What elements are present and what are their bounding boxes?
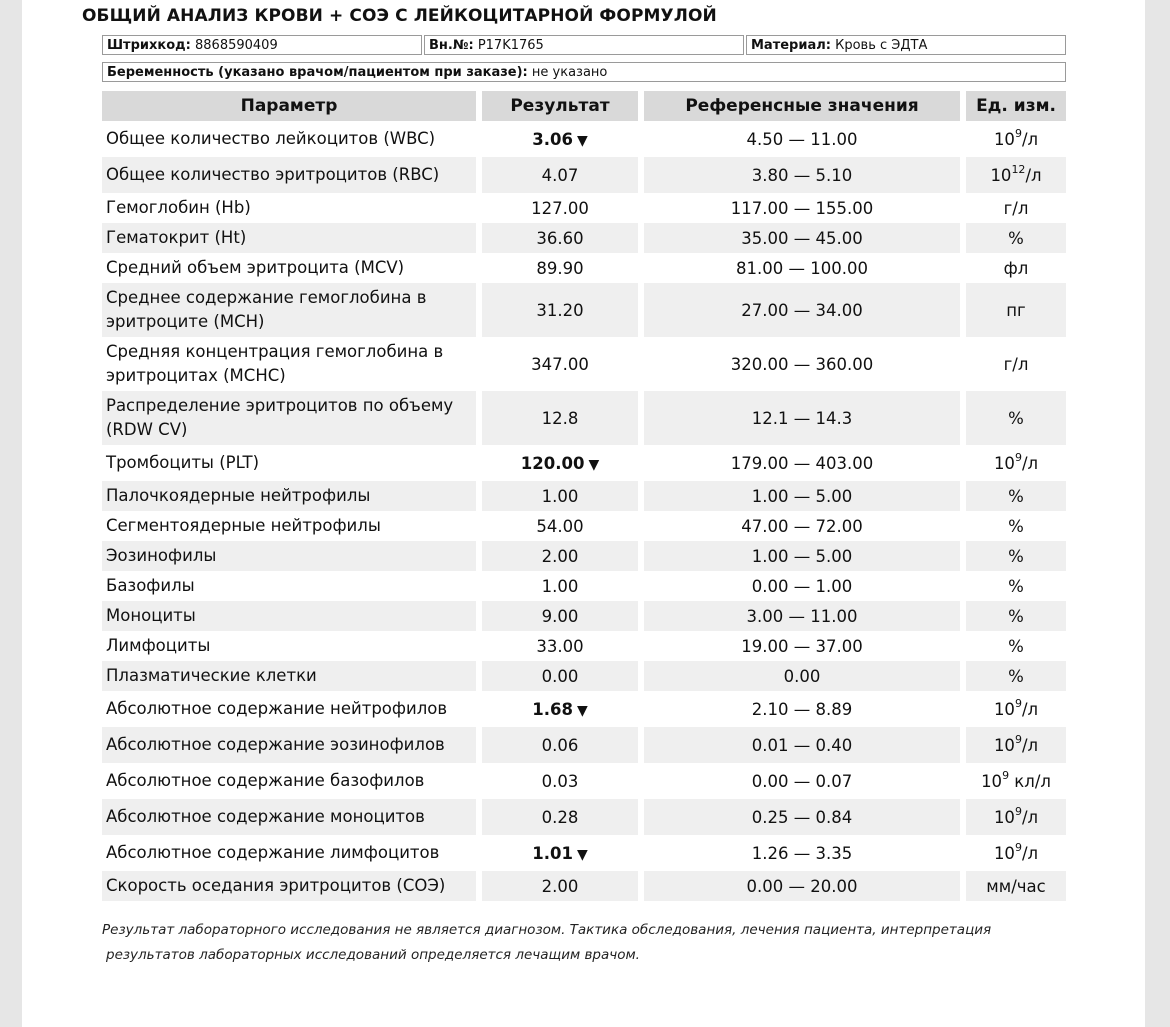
unit-cell bbox=[960, 445, 1066, 481]
parameter-name: Плазматические клетки bbox=[106, 666, 317, 685]
reference-cell bbox=[638, 391, 960, 445]
column-header-result: Результат bbox=[476, 91, 638, 121]
reference-cell bbox=[638, 571, 960, 601]
table-row bbox=[102, 391, 1066, 445]
result-value: 1.00 bbox=[541, 486, 579, 506]
reference-cell bbox=[638, 283, 960, 337]
table-row bbox=[102, 601, 1066, 631]
result-value: 89.90 bbox=[536, 258, 584, 278]
parameter-name: Базофилы bbox=[106, 576, 195, 595]
table-row bbox=[102, 511, 1066, 541]
parameter-name: Абсолютное содержание моноцитов bbox=[106, 807, 425, 826]
unit-suffix: /л bbox=[1021, 129, 1039, 149]
unit-exponent: 9 bbox=[1002, 768, 1010, 782]
parameter-cell bbox=[102, 121, 476, 157]
parameter-cell bbox=[102, 661, 476, 691]
barcode-value: 8868590409 bbox=[195, 38, 278, 53]
reference-cell bbox=[638, 511, 960, 541]
parameter-name: Абсолютное содержание базофилов bbox=[106, 771, 425, 790]
unit-exponent: 12 bbox=[1011, 162, 1026, 176]
table-row bbox=[102, 835, 1066, 871]
parameter-cell bbox=[102, 337, 476, 391]
parameter-cell bbox=[102, 391, 476, 445]
table-row bbox=[102, 631, 1066, 661]
parameter-name: Лимфоциты bbox=[106, 636, 211, 655]
unit-cell bbox=[960, 691, 1066, 727]
table-row bbox=[102, 799, 1066, 835]
result-value: 347.00 bbox=[531, 354, 589, 374]
reference-range: 0.00 — 0.07 bbox=[751, 771, 853, 791]
reference-range: 0.01 — 0.40 bbox=[751, 735, 853, 755]
reference-cell bbox=[638, 601, 960, 631]
internal-number-field bbox=[424, 35, 744, 55]
unit-exponent: 9 bbox=[1014, 126, 1022, 140]
table-row bbox=[102, 727, 1066, 763]
parameter-cell bbox=[102, 763, 476, 799]
reference-range: 27.00 — 34.00 bbox=[741, 300, 863, 320]
parameter-name-line-2: эритроцитах (MCHC) bbox=[106, 366, 286, 385]
result-cell bbox=[476, 337, 638, 391]
reference-range: 35.00 — 45.00 bbox=[741, 228, 863, 248]
material-field bbox=[746, 35, 1066, 55]
unit-suffix: /л bbox=[1021, 453, 1039, 473]
reference-range: 3.00 — 11.00 bbox=[746, 606, 858, 626]
result-cell bbox=[476, 283, 638, 337]
unit-cell bbox=[960, 223, 1066, 253]
result-value: 0.28 bbox=[541, 807, 579, 827]
unit-suffix: /л bbox=[1025, 165, 1042, 185]
result-value: 0.00 bbox=[541, 666, 579, 686]
reference-cell bbox=[638, 223, 960, 253]
unit-cell bbox=[960, 121, 1066, 157]
material-value: Кровь с ЭДТА bbox=[835, 38, 928, 53]
reference-range: 2.10 — 8.89 bbox=[751, 699, 853, 719]
result-value: 54.00 bbox=[536, 516, 584, 536]
parameter-name-line-2: эритроците (MCH) bbox=[106, 312, 265, 331]
parameter-cell bbox=[102, 283, 476, 337]
low-flag-icon: ▼ bbox=[588, 456, 600, 473]
reference-range: 0.00 — 1.00 bbox=[751, 576, 853, 596]
unit-cell bbox=[960, 391, 1066, 445]
unit-exponent: 9 bbox=[1014, 696, 1022, 710]
parameter-name: Тромбоциты (PLT) bbox=[106, 453, 260, 472]
parameter-name: Гематокрит (Ht) bbox=[106, 228, 247, 247]
reference-range: 4.50 — 11.00 bbox=[746, 129, 858, 149]
result-cell bbox=[476, 223, 638, 253]
reference-range: 3.80 — 5.10 bbox=[751, 165, 853, 185]
reference-cell bbox=[638, 727, 960, 763]
disclaimer-line-2: результатов лабораторных исследований определяется лечащим врачом. bbox=[106, 947, 640, 963]
material-label: Материал: bbox=[751, 38, 831, 53]
result-cell bbox=[476, 391, 638, 445]
result-cell bbox=[476, 511, 638, 541]
reference-range: 1.00 — 5.00 bbox=[751, 486, 853, 506]
reference-range: 0.25 — 0.84 bbox=[751, 807, 853, 827]
parameter-cell bbox=[102, 481, 476, 511]
parameter-cell bbox=[102, 511, 476, 541]
result-cell bbox=[476, 835, 638, 871]
pregnancy-value: не указано bbox=[531, 65, 608, 80]
reference-range: 320.00 — 360.00 bbox=[730, 354, 874, 374]
table-header-row bbox=[102, 91, 1066, 121]
parameter-cell bbox=[102, 193, 476, 223]
unit-base: 10 bbox=[993, 699, 1015, 719]
parameter-name: Эозинофилы bbox=[106, 546, 217, 565]
reference-cell bbox=[638, 661, 960, 691]
result-value: 1.68 bbox=[532, 699, 573, 719]
reference-range: 0.00 bbox=[783, 666, 821, 686]
reference-cell bbox=[638, 871, 960, 901]
unit-exponent: 9 bbox=[1014, 732, 1022, 746]
unit-cell bbox=[960, 481, 1066, 511]
unit-cell bbox=[960, 763, 1066, 799]
parameter-name: Палочкоядерные нейтрофилы bbox=[106, 486, 371, 505]
unit-base: % bbox=[1008, 606, 1024, 626]
unit-cell bbox=[960, 337, 1066, 391]
parameter-name-line-1: Распределение эритроцитов по объему bbox=[106, 396, 454, 415]
parameter-name: Моноциты bbox=[106, 606, 196, 625]
unit-cell bbox=[960, 511, 1066, 541]
table-row bbox=[102, 337, 1066, 391]
table-row bbox=[102, 193, 1066, 223]
reference-cell bbox=[638, 541, 960, 571]
pregnancy-field bbox=[102, 62, 1066, 82]
unit-base: фл bbox=[1003, 258, 1029, 278]
table-row bbox=[102, 223, 1066, 253]
unit-base: % bbox=[1008, 408, 1024, 428]
parameter-cell bbox=[102, 541, 476, 571]
reference-cell bbox=[638, 337, 960, 391]
unit-base: 10 bbox=[990, 165, 1012, 185]
parameter-name: Сегментоядерные нейтрофилы bbox=[106, 516, 381, 535]
unit-suffix: кл/л bbox=[1009, 771, 1051, 791]
unit-base: пг bbox=[1006, 300, 1026, 320]
reference-cell bbox=[638, 481, 960, 511]
parameter-name: Скорость оседания эритроцитов (СОЭ) bbox=[106, 876, 446, 895]
unit-cell bbox=[960, 661, 1066, 691]
unit-suffix: /л bbox=[1021, 735, 1039, 755]
unit-base: % bbox=[1008, 486, 1024, 506]
unit-base: 10 bbox=[993, 807, 1015, 827]
table-row bbox=[102, 121, 1066, 157]
table-row bbox=[102, 763, 1066, 799]
parameter-name: Общее количество эритроцитов (RBC) bbox=[106, 165, 440, 184]
parameter-cell bbox=[102, 835, 476, 871]
results-table bbox=[102, 91, 1066, 901]
unit-base: % bbox=[1008, 228, 1024, 248]
reference-range: 1.00 — 5.00 bbox=[751, 546, 853, 566]
pregnancy-label: Беременность (указано врачом/пациентом при заказе): bbox=[107, 65, 528, 80]
parameter-cell bbox=[102, 157, 476, 193]
reference-range: 12.1 — 14.3 bbox=[751, 408, 853, 428]
result-cell bbox=[476, 691, 638, 727]
reference-range: 1.26 — 3.35 bbox=[751, 843, 853, 863]
barcode-label: Штрихкод: bbox=[107, 38, 191, 53]
table-row bbox=[102, 283, 1066, 337]
parameter-cell bbox=[102, 727, 476, 763]
reference-cell bbox=[638, 835, 960, 871]
unit-cell bbox=[960, 157, 1066, 193]
unit-base: 10 bbox=[993, 843, 1015, 863]
result-cell bbox=[476, 253, 638, 283]
result-value: 1.01 bbox=[532, 843, 573, 863]
parameter-cell bbox=[102, 799, 476, 835]
result-value: 1.00 bbox=[541, 576, 579, 596]
report-title: ОБЩИЙ АНАЛИЗ КРОВИ + СОЭ С ЛЕЙКОЦИТАРНОЙ ФОРМУЛОЙ bbox=[82, 6, 717, 26]
result-cell bbox=[476, 193, 638, 223]
result-cell bbox=[476, 763, 638, 799]
reference-cell bbox=[638, 253, 960, 283]
unit-cell bbox=[960, 253, 1066, 283]
table-row bbox=[102, 481, 1066, 511]
table-row bbox=[102, 871, 1066, 901]
reference-range: 81.00 — 100.00 bbox=[736, 258, 868, 278]
parameter-name-line-1: Среднее содержание гемоглобина в bbox=[106, 288, 427, 307]
result-cell bbox=[476, 445, 638, 481]
parameter-name-line-1: Средняя концентрация гемоглобина в bbox=[106, 342, 444, 361]
unit-cell bbox=[960, 799, 1066, 835]
unit-suffix: /л bbox=[1021, 843, 1039, 863]
result-cell bbox=[476, 541, 638, 571]
reference-range: 19.00 — 37.00 bbox=[741, 636, 863, 656]
result-value: 127.00 bbox=[531, 198, 589, 218]
reference-cell bbox=[638, 691, 960, 727]
parameter-name: Абсолютное содержание лимфоцитов bbox=[106, 843, 440, 862]
unit-exponent: 9 bbox=[1014, 450, 1022, 464]
table-row bbox=[102, 661, 1066, 691]
table-row bbox=[102, 157, 1066, 193]
unit-base: 10 bbox=[993, 735, 1015, 755]
parameter-cell bbox=[102, 631, 476, 661]
disclaimer-note bbox=[102, 918, 1062, 968]
unit-cell bbox=[960, 193, 1066, 223]
parameter-name: Гемоглобин (Hb) bbox=[106, 198, 251, 217]
result-cell bbox=[476, 481, 638, 511]
result-cell bbox=[476, 571, 638, 601]
table-row bbox=[102, 445, 1066, 481]
result-value: 31.20 bbox=[536, 300, 584, 320]
unit-base: г/л bbox=[1003, 354, 1029, 374]
reference-cell bbox=[638, 157, 960, 193]
table-row bbox=[102, 253, 1066, 283]
reference-range: 179.00 — 403.00 bbox=[730, 453, 874, 473]
unit-exponent: 9 bbox=[1014, 804, 1022, 818]
result-cell bbox=[476, 727, 638, 763]
result-cell bbox=[476, 157, 638, 193]
column-header-reference: Референсные значения bbox=[638, 91, 960, 121]
parameter-cell bbox=[102, 691, 476, 727]
result-value: 120.00 bbox=[520, 453, 585, 473]
column-header-parameter: Параметр bbox=[102, 91, 476, 121]
result-cell bbox=[476, 121, 638, 157]
result-value: 0.03 bbox=[541, 771, 579, 791]
unit-base: 10 bbox=[981, 771, 1003, 791]
unit-base: % bbox=[1008, 546, 1024, 566]
unit-exponent: 9 bbox=[1014, 840, 1022, 854]
unit-cell bbox=[960, 871, 1066, 901]
parameter-name: Общее количество лейкоцитов (WBC) bbox=[106, 129, 436, 148]
parameter-cell bbox=[102, 445, 476, 481]
parameter-name: Средний объем эритроцита (MCV) bbox=[106, 258, 405, 277]
internal-number-label: Вн.№: bbox=[429, 38, 474, 53]
column-header-unit: Ед. изм. bbox=[960, 91, 1066, 121]
result-value: 3.06 bbox=[532, 129, 573, 149]
unit-base: % bbox=[1008, 666, 1024, 686]
parameter-cell bbox=[102, 253, 476, 283]
table-row bbox=[102, 571, 1066, 601]
unit-suffix: /л bbox=[1021, 699, 1039, 719]
parameter-cell bbox=[102, 871, 476, 901]
reference-cell bbox=[638, 631, 960, 661]
reference-cell bbox=[638, 121, 960, 157]
table-row bbox=[102, 691, 1066, 727]
barcode-field bbox=[102, 35, 422, 55]
result-value: 12.8 bbox=[541, 408, 579, 428]
unit-base: % bbox=[1008, 636, 1024, 656]
unit-base: мм/час bbox=[986, 876, 1046, 896]
parameter-name: Абсолютное содержание нейтрофилов bbox=[106, 699, 448, 718]
unit-cell bbox=[960, 541, 1066, 571]
result-value: 2.00 bbox=[541, 876, 579, 896]
reference-cell bbox=[638, 799, 960, 835]
low-flag-icon: ▼ bbox=[576, 132, 588, 149]
parameter-name: Абсолютное содержание эозинофилов bbox=[106, 735, 445, 754]
unit-cell bbox=[960, 571, 1066, 601]
reference-range: 0.00 — 20.00 bbox=[746, 876, 858, 896]
result-value: 4.07 bbox=[541, 165, 579, 185]
reference-range: 117.00 — 155.00 bbox=[730, 198, 874, 218]
result-value: 0.06 bbox=[541, 735, 579, 755]
result-cell bbox=[476, 799, 638, 835]
result-value: 36.60 bbox=[536, 228, 584, 248]
result-value: 33.00 bbox=[536, 636, 584, 656]
reference-cell bbox=[638, 445, 960, 481]
unit-suffix: /л bbox=[1021, 807, 1039, 827]
reference-cell bbox=[638, 193, 960, 223]
unit-base: 10 bbox=[993, 453, 1015, 473]
result-cell bbox=[476, 871, 638, 901]
reference-range: 47.00 — 72.00 bbox=[741, 516, 863, 536]
unit-cell bbox=[960, 727, 1066, 763]
internal-number-value: P17K1765 bbox=[477, 38, 544, 53]
unit-base: 10 bbox=[993, 129, 1015, 149]
low-flag-icon: ▼ bbox=[576, 846, 588, 863]
unit-cell bbox=[960, 283, 1066, 337]
parameter-name-line-2: (RDW CV) bbox=[106, 420, 188, 439]
result-value: 9.00 bbox=[541, 606, 579, 626]
unit-cell bbox=[960, 835, 1066, 871]
parameter-cell bbox=[102, 223, 476, 253]
unit-base: % bbox=[1008, 516, 1024, 536]
low-flag-icon: ▼ bbox=[576, 702, 588, 719]
reference-cell bbox=[638, 763, 960, 799]
unit-base: г/л bbox=[1003, 198, 1029, 218]
unit-cell bbox=[960, 631, 1066, 661]
unit-cell bbox=[960, 601, 1066, 631]
result-cell bbox=[476, 631, 638, 661]
table-row bbox=[102, 541, 1066, 571]
unit-base: % bbox=[1008, 576, 1024, 596]
result-cell bbox=[476, 601, 638, 631]
result-value: 2.00 bbox=[541, 546, 579, 566]
disclaimer-line-1: Результат лабораторного исследования не является диагнозом. Тактика обследования, лечения пациента, интерпретация bbox=[102, 922, 992, 938]
parameter-cell bbox=[102, 601, 476, 631]
parameter-cell bbox=[102, 571, 476, 601]
result-cell bbox=[476, 661, 638, 691]
